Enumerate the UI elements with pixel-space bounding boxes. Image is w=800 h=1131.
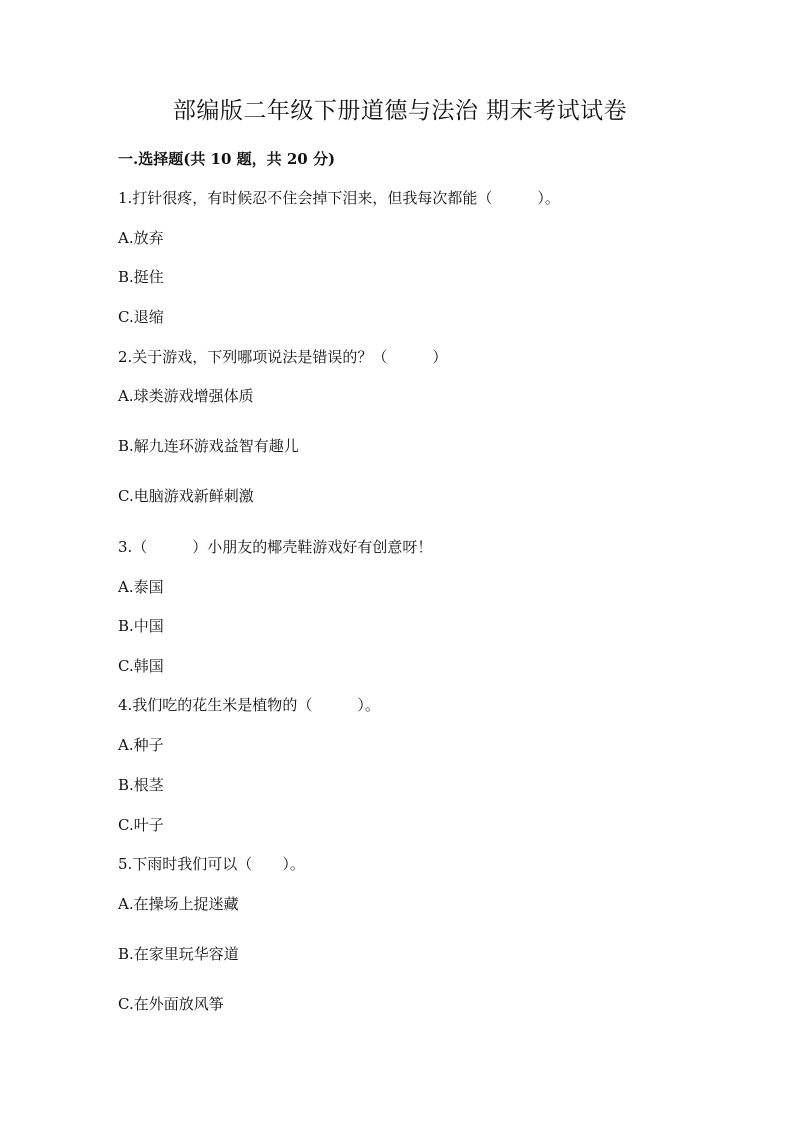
question-4-option-c: C.叶子 (118, 816, 164, 834)
question-5-option-c: C.在外面放风筝 (118, 995, 224, 1013)
question-3-option-a: A.泰国 (118, 578, 164, 596)
question-1-option-c: C.退缩 (118, 308, 164, 326)
question-1-option-a: A.放弃 (118, 229, 164, 247)
section-heading: 一.选择题(共 10 题，共 20 分) (118, 150, 336, 168)
question-2-option-b: B.解九连环游戏益智有趣儿 (118, 437, 299, 455)
question-5-option-b: B.在家里玩华容道 (118, 945, 239, 963)
question-1-option-b: B.挺住 (118, 268, 164, 286)
question-2-option-a: A.球类游戏增强体质 (118, 387, 254, 405)
question-4-option-b: B.根茎 (118, 776, 164, 794)
question-4-option-a: A.种子 (118, 736, 164, 754)
question-1-stem: 1.打针很疼，有时候忍不住会掉下泪来，但我每次都能（ ）。 (118, 189, 560, 207)
question-2-stem: 2.关于游戏，下列哪项说法是错误的？（ ） (118, 348, 448, 366)
exam-title: 部编版二年级下册道德与法治 期末考试试卷 (172, 98, 628, 124)
question-3-option-b: B.中国 (118, 617, 164, 635)
question-2-option-c: C.电脑游戏新鲜刺激 (118, 487, 254, 505)
question-4-stem: 4.我们吃的花生米是植物的（ ）。 (118, 696, 380, 714)
question-5-stem: 5.下雨时我们可以（ ）。 (118, 855, 305, 873)
question-3-stem: 3.（ ）小朋友的椰壳鞋游戏好有创意呀！ (118, 538, 433, 556)
question-3-option-c: C.韩国 (118, 657, 164, 675)
question-5-option-a: A.在操场上捉迷藏 (118, 895, 239, 913)
